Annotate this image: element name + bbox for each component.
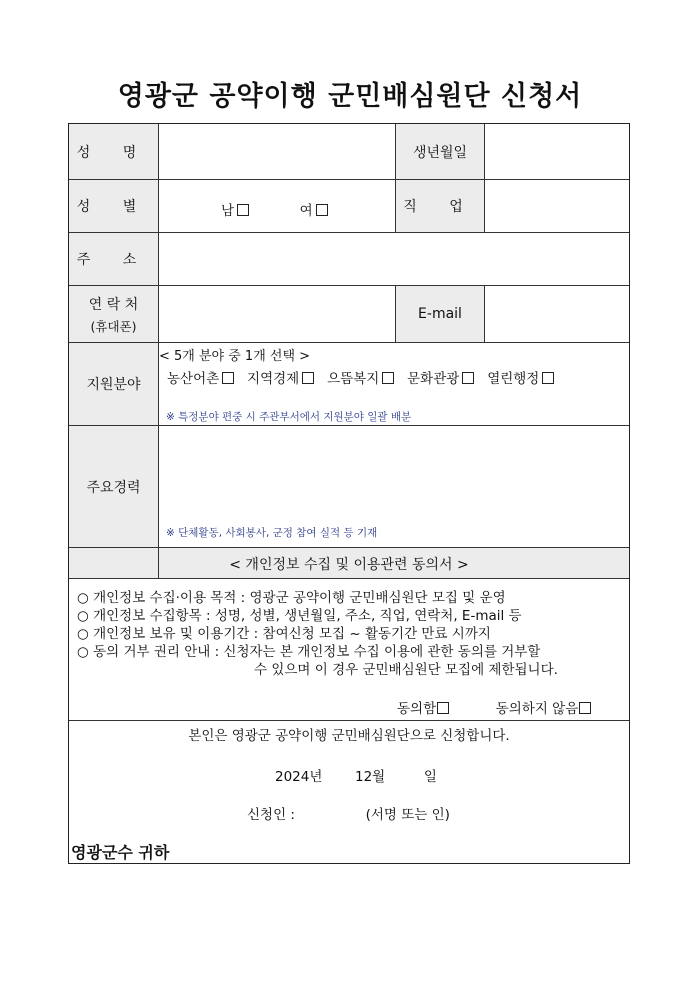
consent-header-text: < 개인정보 수집 및 이용관련 동의서 > (229, 556, 469, 573)
support-label-text: 지원분야 (86, 377, 141, 393)
career-label (69, 426, 158, 547)
divider (484, 124, 485, 232)
gender-label-text: 성 별 (76, 199, 151, 215)
birth-field[interactable] (485, 124, 629, 179)
consent-disagree-label: 동의하지 않음 (495, 701, 579, 717)
divider (69, 547, 629, 548)
consent-line-4: ○ 동의 거부 권리 안내 : 신청자는 본 개인정보 수집 이용에 관한 동의를 거부할 (77, 644, 541, 660)
form-title: 영광군 공약이행 군민배심원단 신청서 (117, 81, 583, 112)
support-option-4: 문화관광 (407, 371, 460, 387)
career-label-text: 주요경력 (86, 479, 141, 496)
divider (69, 179, 629, 180)
email-label-text: E-mail (418, 306, 462, 322)
gender-options (221, 199, 328, 219)
divider (69, 285, 629, 286)
job-label-text: 직 업 (403, 199, 477, 215)
birth-label (396, 124, 484, 179)
contact-label (69, 286, 158, 342)
support-option-1: 농산어촌 (167, 371, 220, 387)
support-option-2: 지역경제 (247, 371, 300, 387)
gender-label (69, 180, 158, 232)
address-label (69, 233, 158, 285)
contact-label-text: 연 락 처 (88, 296, 139, 313)
gender-male-checkbox[interactable] (237, 204, 249, 216)
consent-header (69, 548, 629, 579)
job-field[interactable] (485, 180, 629, 232)
birth-label-text: 생년월일 (412, 144, 468, 161)
declaration-date (275, 765, 437, 785)
divider (69, 232, 629, 233)
support-option-3-checkbox[interactable] (382, 372, 394, 384)
name-label-text: 성 명 (76, 144, 151, 161)
consent-line-2: ○ 개인정보 수집항목 : 성명, 성별, 생년월일, 주소, 직업, 연락처, E-mail 등 (77, 608, 522, 624)
divider (158, 124, 159, 578)
consent-line-1: ○ 개인정보 수집·이용 목적 : 영광군 공약이행 군민배심원단 모집 및 운영 (77, 590, 506, 606)
divider (484, 285, 485, 342)
consent-agree-label: 동의함 (397, 701, 437, 717)
divider (69, 578, 629, 579)
application-form (68, 123, 630, 864)
support-option-4-checkbox[interactable] (462, 372, 474, 384)
consent-line-3: ○ 개인정보 보유 및 이용기간 : 참여신청 모집 ~ 활동기간 만료 시까지 (77, 626, 491, 642)
applicant-signature-field[interactable] (299, 805, 361, 819)
divider (395, 124, 396, 232)
support-option-5: 열린행정 (487, 371, 540, 387)
address-field[interactable] (159, 233, 629, 285)
divider (69, 425, 629, 426)
support-note: ※ 특정분야 편중 시 주관부서에서 지원분야 일괄 배분 (166, 411, 412, 423)
address-label-text: 주 소 (76, 252, 151, 268)
consent-agree-checkbox[interactable] (437, 702, 449, 714)
support-option-3: 으뜸복지 (327, 371, 380, 387)
addressee: 영광군수 귀하 (71, 843, 170, 862)
support-label (69, 343, 158, 425)
support-option-1-checkbox[interactable] (222, 372, 234, 384)
name-field[interactable] (159, 124, 395, 179)
name-label (69, 124, 158, 179)
career-field[interactable] (159, 426, 629, 521)
support-option-2-checkbox[interactable] (302, 372, 314, 384)
divider (69, 342, 629, 343)
gender-female-checkbox[interactable] (316, 204, 328, 216)
consent-disagree-checkbox[interactable] (579, 702, 591, 714)
contact-sub-text: (휴대폰) (90, 318, 137, 334)
gender-female-label: 여 (299, 203, 313, 219)
email-label (396, 286, 484, 342)
signature-hint: (서명 또는 인) (365, 807, 450, 823)
divider (69, 720, 629, 721)
consent-line-5: 수 있으며 이 경우 군민배심원단 모집에 제한됩니다. (254, 662, 558, 678)
date-day: 일 (423, 769, 437, 785)
contact-field[interactable] (159, 286, 395, 342)
divider (395, 285, 396, 342)
job-label (396, 180, 484, 232)
date-year: 2024년 (275, 769, 323, 785)
support-options (167, 367, 554, 387)
applicant-line (247, 803, 450, 823)
date-month: 12월 (355, 769, 386, 785)
support-header: < 5개 분야 중 1개 선택 > (159, 349, 311, 364)
gender-male-label: 남 (221, 203, 235, 219)
email-field[interactable] (485, 286, 629, 342)
career-note: ※ 단체활동, 사회봉사, 군정 참여 실적 등 기재 (166, 527, 378, 539)
consent-choices (397, 697, 591, 717)
applicant-label: 신청인 : (247, 807, 295, 823)
declaration-statement: 본인은 영광군 공약이행 군민배심원단으로 신청합니다. (188, 728, 510, 744)
support-option-5-checkbox[interactable] (542, 372, 554, 384)
